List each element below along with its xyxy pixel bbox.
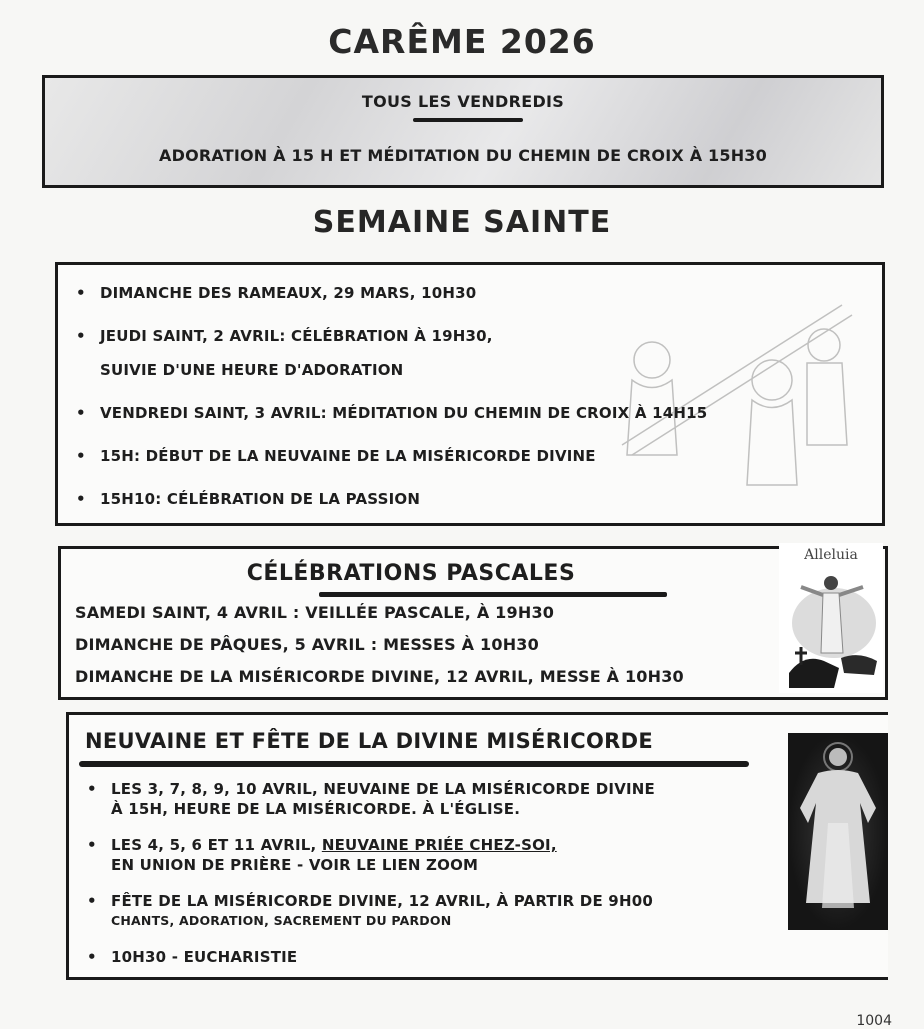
bullet-icon: •: [76, 490, 86, 508]
list-item: • VENDREDI SAINT, 3 AVRIL: MÉDITATION DU CHEMIN DE CROIX À 14H15: [76, 404, 708, 422]
list-item: • 15H: DÉBUT DE LA NEUVAINE DE LA MISÉRICORDE DIVINE: [76, 447, 596, 465]
mercy-underline: [79, 761, 749, 767]
bullet-icon: •: [87, 780, 97, 798]
list-item: • FÊTE DE LA MISÉRICORDE DIVINE, 12 AVRIL, À PARTIR DE 9H00 CHANTS, ADORATION, SACREMENT DU PARDON: [87, 892, 653, 928]
easter-title: CÉLÉBRATIONS PASCALES: [246, 561, 576, 586]
risen-christ-icon: [779, 543, 883, 693]
divine-mercy-image: [788, 733, 888, 930]
home-novena-link[interactable]: NEUVAINE PRIÉE CHEZ-SOI,: [321, 836, 557, 854]
bullet-icon: •: [87, 892, 97, 910]
list-item: • LES 4, 5, 6 ET 11 AVRIL, NEUVAINE PRIÉE CHEZ-SOI, EN UNION DE PRIÈRE - VOIR LE LIEN ZOOM: [87, 836, 557, 874]
alleluia-label: Alleluia: [804, 547, 858, 563]
alleluia-image: [779, 543, 883, 693]
holy-week-box: [55, 262, 885, 526]
bullet-icon: •: [87, 948, 97, 966]
easter-lines: [75, 603, 684, 699]
list-item-continuation: SUIVIE D'UNE HEURE D'ADORATION: [100, 361, 404, 379]
page-number: 1004: [856, 1013, 892, 1029]
bullet-icon: •: [76, 447, 86, 465]
holy-week-list: [76, 283, 707, 532]
fridays-box: [42, 75, 884, 188]
list-item: • 15H10: CÉLÉBRATION DE LA PASSION: [76, 490, 421, 508]
bullet-icon: •: [87, 836, 97, 854]
mercy-list: [87, 779, 655, 983]
bullet-icon: •: [76, 284, 86, 302]
fridays-underline: [413, 118, 523, 122]
easter-line: DIMANCHE DE LA MISÉRICORDE DIVINE, 12 AVRIL, MESSE À 10H30: [75, 667, 684, 686]
page-title: CARÊME 2026: [328, 22, 596, 61]
mercy-box: [66, 712, 888, 980]
list-item: • LES 3, 7, 8, 9, 10 AVRIL, NEUVAINE DE LA MISÉRICORDE DIVINE À 15H, HEURE DE LA MISÉRICORDE. À L'ÉGLISE.: [87, 780, 655, 818]
easter-line: DIMANCHE DE PÂQUES, 5 AVRIL : MESSES À 10H30: [75, 635, 539, 654]
list-item: • DIMANCHE DES RAMEAUX, 29 MARS, 10H30: [76, 284, 477, 302]
list-item: • JEUDI SAINT, 2 AVRIL: CÉLÉBRATION À 19H30,: [76, 327, 493, 345]
easter-underline: [319, 592, 667, 597]
easter-line: SAMEDI SAINT, 4 AVRIL : VEILLÉE PASCALE, À 19H30: [75, 603, 555, 622]
bullet-icon: •: [76, 327, 86, 345]
bullet-icon: •: [76, 404, 86, 422]
divine-mercy-figure-icon: [788, 733, 888, 930]
fridays-text: ADORATION À 15 H ET MÉDITATION DU CHEMIN DE CROIX À 15H30: [159, 146, 767, 165]
easter-box: [58, 546, 888, 700]
mercy-title: NEUVAINE ET FÊTE DE LA DIVINE MISÉRICORDE: [85, 729, 653, 753]
holy-week-title: SEMAINE SAINTE: [312, 205, 612, 240]
fridays-title: TOUS LES VENDREDIS: [361, 92, 565, 111]
list-item: • 10H30 - EUCHARISTIE: [87, 948, 298, 966]
